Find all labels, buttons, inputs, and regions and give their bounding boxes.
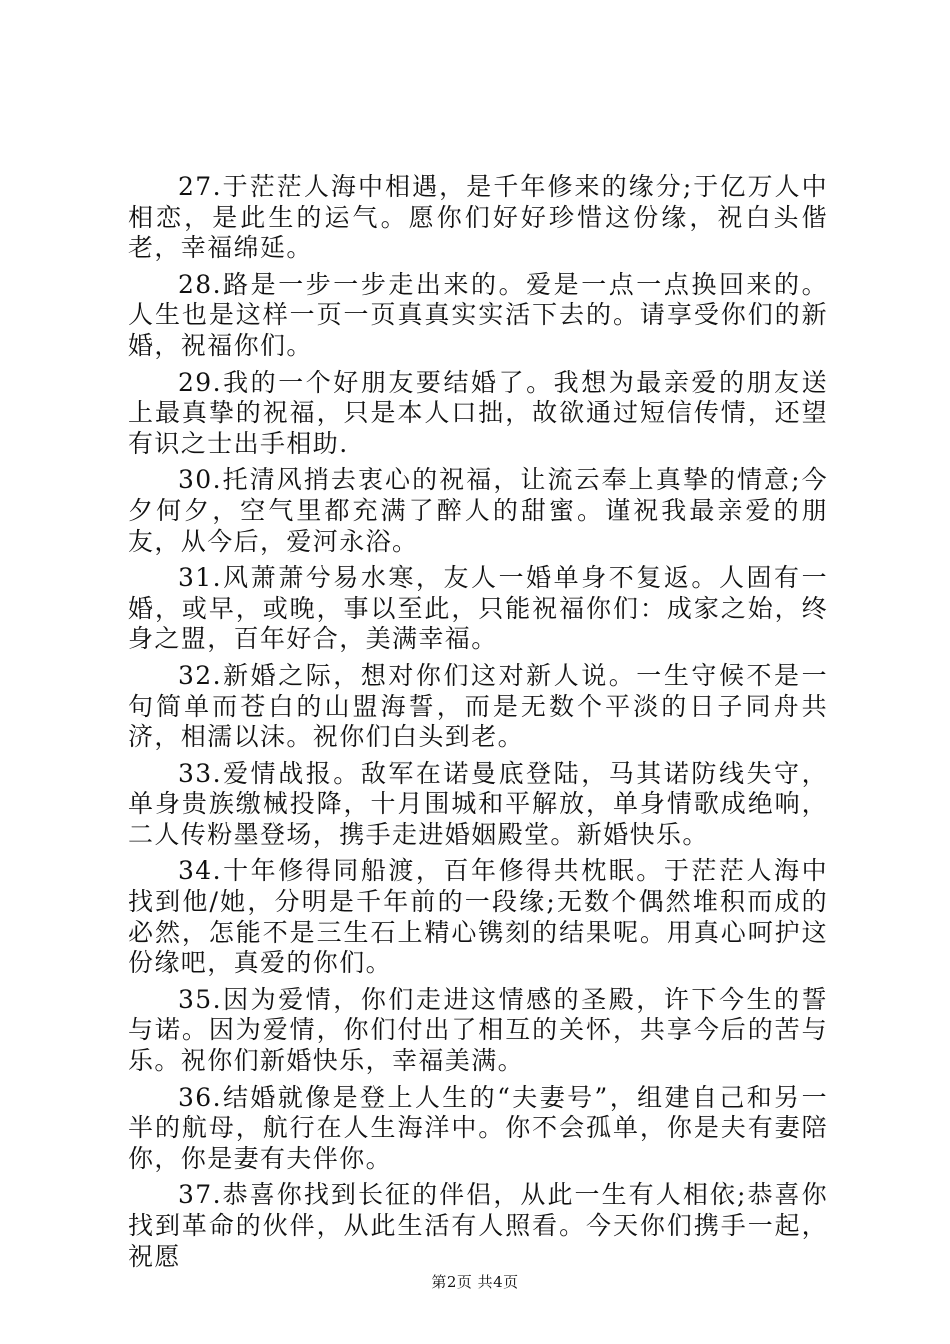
paragraph-30: 30.托清风捎去衷心的祝福，让流云奉上真挚的情意;今夕何夕，空气里都充满了醉人的甜蜜。谨祝我最亲爱的朋友，从今后，爱河永浴。 bbox=[128, 465, 828, 556]
paragraph-34: 34.十年修得同船渡，百年修得共枕眠。于茫茫人海中找到他/她，分明是千年前的一段缘;无数个偶然堆积而成的必然，怎能不是三生石上精心镌刻的结果呢。用真心呵护这份缘吧，真爱的你们。 bbox=[128, 856, 828, 978]
paragraph-36: 36.结婚就像是登上人生的“夫妻号”，组建自己和另一半的航母，航行在人生海洋中。你不会孤单，你是夫有妻陪你，你是妻有夫伴你。 bbox=[128, 1082, 828, 1173]
paragraph-28: 28.路是一步一步走出来的。爱是一点一点换回来的。人生也是这样一页一页真真实实活下去的。请享受你们的新婚，祝福你们。 bbox=[128, 269, 828, 360]
paragraph-31: 31.风萧萧兮易水寒，友人一婚单身不复返。人固有一婚，或早，或晚，事以至此，只能祝福你们：成家之始，终身之盟，百年好合，美满幸福。 bbox=[128, 563, 828, 654]
paragraph-27: 27.于茫茫人海中相遇，是千年修来的缘分;于亿万人中相恋，是此生的运气。愿你们好好珍惜这份缘，祝白头偕老，幸福绵延。 bbox=[128, 172, 828, 263]
paragraph-29: 29.我的一个好朋友要结婚了。我想为最亲爱的朋友送上最真挚的祝福，只是本人口拙，故欲通过短信传情，还望有识之士出手相助. bbox=[128, 367, 828, 458]
page-number-footer: 第2页 共4页 bbox=[431, 1273, 519, 1291]
paragraph-35: 35.因为爱情，你们走进这情感的圣殿，许下今生的誓与诺。因为爱情，你们付出了相互的关怀，共享今后的苦与乐。祝你们新婚快乐，幸福美满。 bbox=[128, 984, 828, 1076]
document-body bbox=[128, 172, 828, 1278]
paragraph-33: 33.爱情战报。敌军在诺曼底登陆，马其诺防线失守，单身贵族缴械投降，十月围城和平解放，单身情歌成绝响，二人传粉墨登场，携手走进婚姻殿堂。新婚快乐。 bbox=[128, 758, 828, 849]
paragraph-32: 32.新婚之际，想对你们这对新人说。一生守候不是一句简单而苍白的山盟海誓，而是无数个平淡的日子同舟共济，相濡以沫。祝你们白头到老。 bbox=[128, 660, 828, 752]
paragraph-37: 37.恭喜你找到长征的伴侣，从此一生有人相依;恭喜你找到革命的伙伴，从此生活有人照看。今天你们携手一起，祝愿 bbox=[128, 1180, 828, 1271]
